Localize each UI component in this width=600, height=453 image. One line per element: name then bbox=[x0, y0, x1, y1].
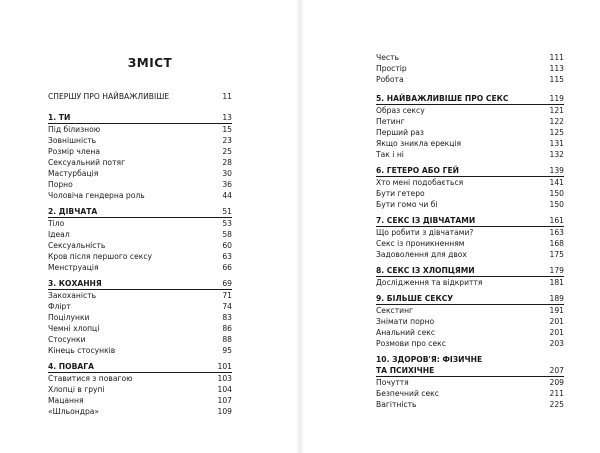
toc-entry[interactable] bbox=[376, 149, 564, 160]
entry-label: Тіло bbox=[48, 219, 65, 228]
entry-label: Ставитися з повагою bbox=[48, 374, 133, 383]
toc-entry[interactable] bbox=[48, 240, 232, 251]
entry-label: Безпечний секс bbox=[376, 389, 439, 398]
toc-entry[interactable] bbox=[376, 52, 564, 63]
toc-entry[interactable] bbox=[376, 188, 564, 199]
toc-entry[interactable] bbox=[376, 399, 564, 410]
entry-page: 141 bbox=[549, 178, 564, 187]
entry-label: Простір bbox=[376, 64, 407, 73]
toc-entry[interactable] bbox=[376, 127, 564, 138]
right-toc-column bbox=[376, 52, 564, 410]
entry-page: 23 bbox=[222, 136, 232, 145]
entry-page: 13 bbox=[222, 113, 232, 122]
entry-page: 53 bbox=[222, 219, 232, 228]
entry-page: 179 bbox=[549, 266, 564, 275]
entry-page: 66 bbox=[222, 263, 232, 272]
toc-entry[interactable] bbox=[48, 262, 232, 273]
entry-label: Чоловіча гендерна роль bbox=[48, 191, 145, 200]
entry-page: 189 bbox=[549, 294, 564, 303]
entry-page: 95 bbox=[222, 346, 232, 355]
entry-page: 168 bbox=[549, 239, 564, 248]
toc-entry[interactable] bbox=[376, 227, 564, 238]
toc-entry[interactable] bbox=[48, 301, 232, 312]
chapter-heading[interactable] bbox=[376, 215, 564, 227]
toc-entry[interactable] bbox=[48, 312, 232, 323]
toc-entry[interactable] bbox=[376, 116, 564, 127]
entry-label: Бути гомо чи бі bbox=[376, 200, 438, 209]
entry-label: Образ сексу bbox=[376, 106, 425, 115]
toc-entry[interactable] bbox=[48, 345, 232, 356]
entry-label: 4. ПОВАГА bbox=[48, 362, 95, 371]
toc-entry[interactable] bbox=[48, 218, 232, 229]
chapter-heading[interactable] bbox=[376, 293, 564, 305]
toc-entry[interactable] bbox=[376, 74, 564, 85]
entry-page: 139 bbox=[549, 166, 564, 175]
entry-page: 11 bbox=[222, 92, 232, 101]
entry-label: Розмір члена bbox=[48, 147, 100, 156]
chapter-heading[interactable] bbox=[376, 265, 564, 277]
entry-page: 115 bbox=[549, 75, 564, 84]
entry-label: Кров після першого сексу bbox=[48, 252, 153, 261]
toc-entry[interactable] bbox=[376, 316, 564, 327]
entry-label: Розмови про секс bbox=[376, 339, 446, 348]
entry-page: 201 bbox=[549, 328, 564, 337]
entry-page: 203 bbox=[549, 339, 564, 348]
entry-label: Робота bbox=[376, 75, 404, 84]
entry-page: 44 bbox=[222, 191, 232, 200]
toc-entry[interactable] bbox=[48, 146, 232, 157]
entry-label: Закоханість bbox=[48, 291, 97, 300]
entry-label: Хлопці в групі bbox=[48, 385, 105, 394]
entry-label: Секстинг bbox=[376, 306, 414, 315]
chapter-heading[interactable] bbox=[376, 93, 564, 105]
toc-entry[interactable] bbox=[376, 327, 564, 338]
entry-label: Задоволення для двох bbox=[376, 250, 467, 259]
entry-label: Почуття bbox=[376, 378, 409, 387]
entry-page: 107 bbox=[217, 396, 232, 405]
toc-entry[interactable] bbox=[48, 179, 232, 190]
entry-label: 3. КОХАННЯ bbox=[48, 279, 102, 288]
entry-page: 201 bbox=[549, 317, 564, 326]
entry-page: 88 bbox=[222, 335, 232, 344]
entry-label: 7. СЕКС ІЗ ДІВЧАТАМИ bbox=[376, 216, 476, 225]
entry-label: 2. ДІВЧАТА bbox=[48, 207, 98, 216]
entry-page: 225 bbox=[549, 400, 564, 409]
toc-entry[interactable] bbox=[48, 124, 232, 135]
entry-label: Поцілунки bbox=[48, 313, 90, 322]
entry-label: Сексуальність bbox=[48, 241, 106, 250]
entry-label: Ідеал bbox=[48, 230, 70, 239]
entry-label: Перший раз bbox=[376, 128, 424, 137]
entry-label: 6. ГЕТЕРО АБО ГЕЙ bbox=[376, 166, 460, 175]
entry-label: Сексуальний потяг bbox=[48, 158, 126, 167]
entry-label: 1. ТИ bbox=[48, 113, 71, 122]
toc-entry[interactable] bbox=[48, 395, 232, 406]
entry-page: 150 bbox=[549, 200, 564, 209]
toc-entry[interactable] bbox=[376, 377, 564, 388]
entry-page: 113 bbox=[549, 64, 564, 73]
entry-label: Дослідження та відкриття bbox=[376, 278, 483, 287]
entry-label: ТА ПСИХІЧНЕ bbox=[376, 366, 435, 375]
chapter-heading[interactable] bbox=[48, 278, 232, 290]
entry-label: 10. ЗДОРОВ'Я: ФІЗИЧНЕ bbox=[376, 355, 483, 364]
entry-label: Знімати порно bbox=[376, 317, 435, 326]
entry-label: Секс із проникненням bbox=[376, 239, 465, 248]
entry-page: 111 bbox=[549, 53, 564, 62]
entry-label: Бути гетеро bbox=[376, 189, 425, 198]
entry-label: Анальний секс bbox=[376, 328, 435, 337]
entry-page: 150 bbox=[549, 189, 564, 198]
toc-entry[interactable] bbox=[48, 229, 232, 240]
entry-label: 5. НАЙВАЖЛИВІШЕ ПРО СЕКС bbox=[376, 94, 509, 103]
entry-label: Зовнішність bbox=[48, 136, 97, 145]
entry-label: СПЕРШУ ПРО НАЙВАЖЛИВІШЕ bbox=[48, 92, 170, 101]
entry-page: 109 bbox=[217, 407, 232, 416]
entry-page: 161 bbox=[549, 216, 564, 225]
toc-entry[interactable] bbox=[48, 406, 232, 417]
entry-page: 101 bbox=[217, 362, 232, 371]
entry-page: 121 bbox=[549, 106, 564, 115]
entry-page: 211 bbox=[549, 389, 564, 398]
toc-entry[interactable] bbox=[376, 63, 564, 74]
toc-entry[interactable] bbox=[48, 251, 232, 262]
entry-label: Флірт bbox=[48, 302, 71, 311]
toc-entry[interactable] bbox=[48, 323, 232, 334]
entry-page: 30 bbox=[222, 169, 232, 178]
entry-page: 119 bbox=[549, 94, 564, 103]
toc-title: ЗМІСТ bbox=[127, 56, 173, 70]
toc-entry[interactable] bbox=[376, 199, 564, 210]
entry-page: 51 bbox=[222, 207, 232, 216]
entry-label: Що робити з дівчатами? bbox=[376, 228, 474, 237]
entry-page: 71 bbox=[222, 291, 232, 300]
entry-label: 9. БІЛЬШЕ СЕКСУ bbox=[376, 294, 454, 303]
entry-page: 36 bbox=[222, 180, 232, 189]
toc-entry[interactable] bbox=[376, 338, 564, 349]
entry-label: Мастурбація bbox=[48, 169, 99, 178]
toc-entry[interactable] bbox=[376, 177, 564, 188]
entry-page: 103 bbox=[217, 374, 232, 383]
entry-page: 104 bbox=[217, 385, 232, 394]
toc-entry[interactable] bbox=[48, 384, 232, 395]
entry-page: 163 bbox=[549, 228, 564, 237]
toc-intro-entry[interactable] bbox=[48, 91, 232, 102]
entry-page: 83 bbox=[222, 313, 232, 322]
entry-label: Порно bbox=[48, 180, 73, 189]
toc-entry[interactable] bbox=[376, 388, 564, 399]
entry-page: 74 bbox=[222, 302, 232, 311]
entry-label: Петинг bbox=[376, 117, 405, 126]
left-toc-column bbox=[48, 91, 232, 417]
entry-page: 209 bbox=[549, 378, 564, 387]
entry-page: 122 bbox=[549, 117, 564, 126]
toc-entry[interactable] bbox=[48, 168, 232, 179]
entry-page: 181 bbox=[549, 278, 564, 287]
toc-entry[interactable] bbox=[48, 334, 232, 345]
entry-label: Під білизною bbox=[48, 125, 101, 134]
entry-page: 58 bbox=[222, 230, 232, 239]
entry-page: 28 bbox=[222, 158, 232, 167]
entry-label: Так і ні bbox=[376, 150, 404, 159]
entry-label: Мацання bbox=[48, 396, 84, 405]
entry-page: 63 bbox=[222, 252, 232, 261]
toc-entry[interactable] bbox=[48, 190, 232, 201]
entry-page: 69 bbox=[222, 279, 232, 288]
entry-label: Чемні хлопці bbox=[48, 324, 100, 333]
toc-entry[interactable] bbox=[376, 238, 564, 249]
toc-entry[interactable] bbox=[376, 277, 564, 288]
toc-entry[interactable] bbox=[376, 138, 564, 149]
toc-entry[interactable] bbox=[48, 290, 232, 301]
chapter-heading[interactable] bbox=[376, 165, 564, 177]
entry-page: 25 bbox=[222, 147, 232, 156]
right-page bbox=[300, 0, 600, 453]
entry-page: 191 bbox=[549, 306, 564, 315]
toc-entry[interactable] bbox=[48, 157, 232, 168]
chapter-heading[interactable] bbox=[48, 361, 232, 373]
chapter-heading[interactable] bbox=[376, 354, 564, 377]
toc-entry[interactable] bbox=[376, 105, 564, 116]
entry-page: 125 bbox=[549, 128, 564, 137]
entry-label: «Шльондра» bbox=[48, 407, 100, 416]
entry-page: 60 bbox=[222, 241, 232, 250]
toc-entry[interactable] bbox=[376, 305, 564, 316]
toc-entry[interactable] bbox=[376, 249, 564, 260]
entry-label: Вагітність bbox=[376, 400, 417, 409]
entry-label: 8. СЕКС ІЗ ХЛОПЦЯМИ bbox=[376, 266, 475, 275]
entry-label: Якщо зникла ерекція bbox=[376, 139, 462, 148]
toc-entry[interactable] bbox=[48, 135, 232, 146]
chapter-heading[interactable] bbox=[48, 112, 232, 124]
entry-page: 132 bbox=[549, 150, 564, 159]
entry-label: Стосунки bbox=[48, 335, 86, 344]
entry-label: Хто мені подобається bbox=[376, 178, 464, 187]
entry-page: 131 bbox=[549, 139, 564, 148]
entry-label: Менструація bbox=[48, 263, 99, 272]
toc-entry[interactable] bbox=[48, 373, 232, 384]
chapter-heading[interactable] bbox=[48, 206, 232, 218]
entry-page: 175 bbox=[549, 250, 564, 259]
entry-page: 15 bbox=[222, 125, 232, 134]
entry-page: 207 bbox=[549, 366, 564, 375]
entry-label: Кінець стосунків bbox=[48, 346, 116, 355]
entry-label: Честь bbox=[376, 53, 399, 62]
entry-page: 86 bbox=[222, 324, 232, 333]
